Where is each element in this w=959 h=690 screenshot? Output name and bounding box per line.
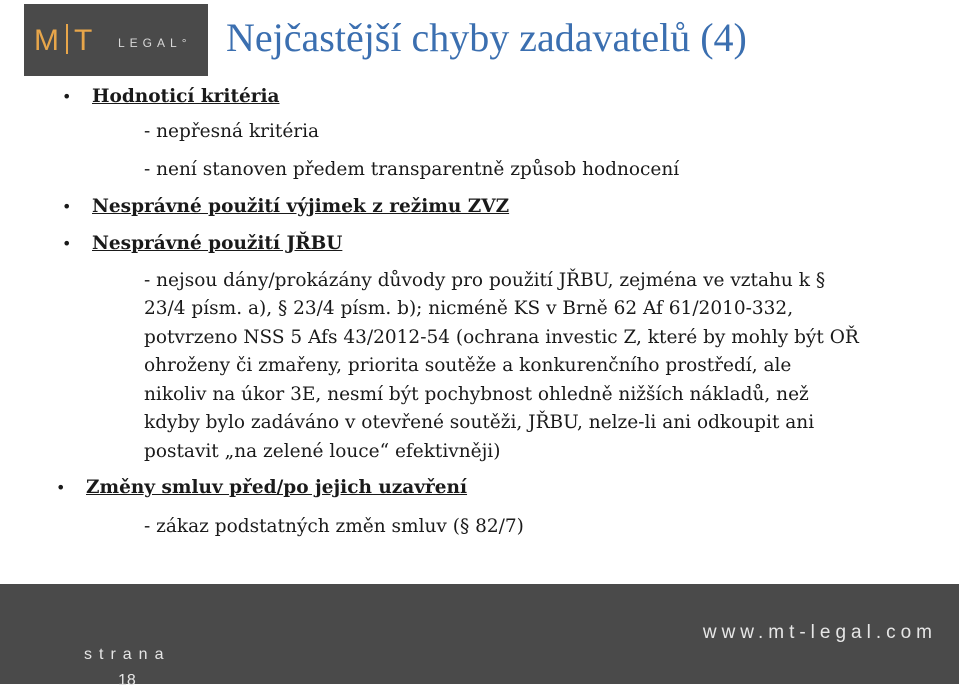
footer-page-label: strana <box>84 646 171 663</box>
sub-item: - není stanoven předem transparentně způsob hodnocení <box>144 159 680 180</box>
paragraph-line: kdyby bylo zadáváno v otevřené soutěži, JŘBU, nelze-li ani odkoupit ani <box>144 412 815 433</box>
logo-t-letter: T <box>74 24 94 57</box>
bullet-heading: Změny smluv před/po jejich uzavření <box>86 477 468 498</box>
footer-page-number: 18 <box>118 672 136 689</box>
bullet-item-vyjimky-zvz <box>92 192 509 222</box>
paragraph-line: postavit „na zelené louce“ efektivněji) <box>144 441 501 462</box>
logo-m-letter: M <box>34 24 60 57</box>
footer-bar <box>0 584 959 689</box>
bullet-heading: Nesprávné použití výjimek z režimu ZVZ <box>92 196 510 217</box>
logo-mt-mark <box>34 24 93 58</box>
sub-item: - zákaz podstatných změn smluv (§ 82/7) <box>144 516 524 537</box>
logo-divider-bar <box>66 24 68 54</box>
paragraph-line: potvrzeno NSS 5 Afs 43/2012-54 (ochrana investic Z, které by mohly být OŘ <box>144 327 859 348</box>
footer-website-url: www.mt-legal.com <box>702 622 937 643</box>
bullet-item-zmeny-smluv <box>86 473 467 503</box>
bullet-item-jrbu <box>92 229 342 259</box>
sub-item: - nepřesná kritéria <box>144 121 320 142</box>
paragraph-line: - nejsou dány/prokázány důvody pro použití JŘBU, zejména ve vztahu k § <box>144 270 826 291</box>
bullet-item-hodnotici-kriteria <box>92 82 280 112</box>
bullet-heading: Nesprávné použití JŘBU <box>92 233 343 254</box>
mt-legal-logo <box>24 4 208 76</box>
bullet-heading: Hodnoticí kritéria <box>92 86 280 107</box>
slide-title: Nejčastější chyby zadavatelů (4) <box>226 15 747 60</box>
logo-legal-text: LEGAL° <box>118 36 192 50</box>
paragraph-line: nikoliv na úkor 3E, nesmí být pochybnost ohledně nižších nákladů, než <box>144 384 809 405</box>
paragraph-line: 23/4 písm. a), § 23/4 písm. b); nicméně KS v Brně 62 Af 61/2010-332, <box>144 298 794 319</box>
paragraph-line: ohroženy či zmařeny, priorita soutěže a konkurenčního prostředí, ale <box>144 355 792 376</box>
